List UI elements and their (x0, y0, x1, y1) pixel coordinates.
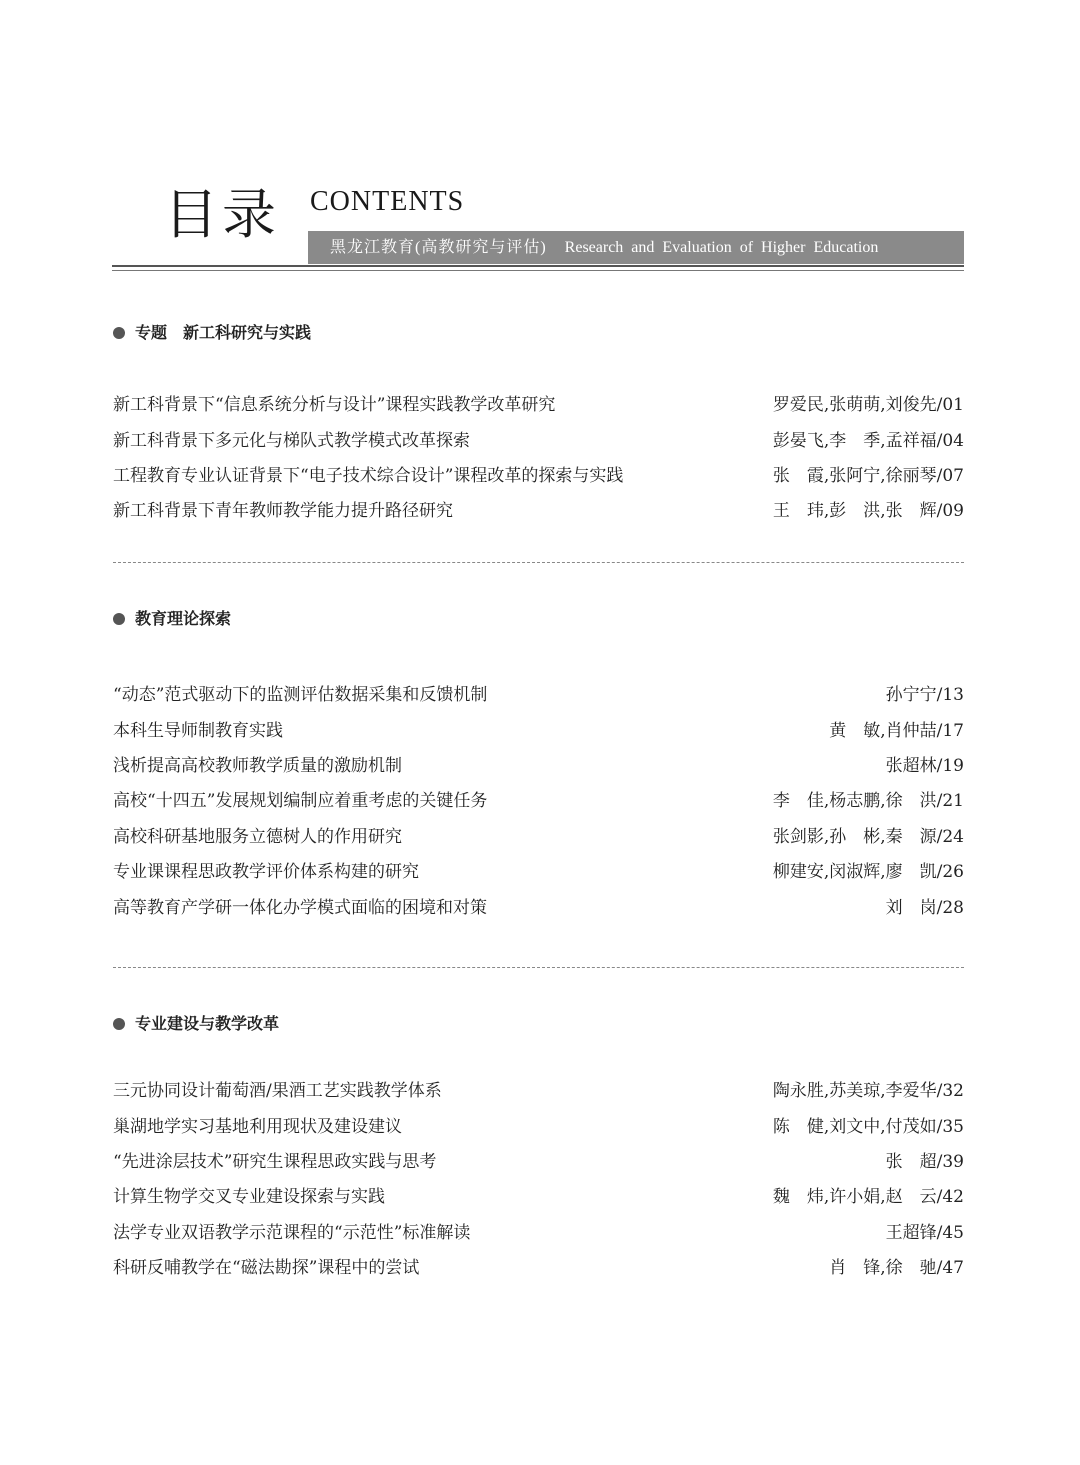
page-title-en: CONTENTS (310, 186, 465, 217)
entry-title: 高校科研基地服务立德树人的作用研究 (113, 826, 402, 847)
journal-name-en: Research and Evaluation of Higher Education (564, 239, 879, 256)
toc-entry[interactable] (113, 1071, 964, 1106)
entry-title: “动态”范式驱动下的监测评估数据采集和反馈机制 (113, 685, 488, 706)
toc-entry[interactable] (113, 710, 964, 745)
toc-entry[interactable] (113, 817, 964, 852)
section-title (113, 1014, 279, 1034)
entry-title: 计算生物学交叉专业建设探索与实践 (113, 1187, 385, 1208)
contents-header (112, 180, 964, 272)
entry-authors-page: 张剑影,孙 彬,秦 源/24 (772, 826, 964, 847)
toc-entry[interactable] (113, 1213, 964, 1248)
section-divider (113, 967, 964, 968)
toc-entry[interactable] (113, 420, 964, 455)
entry-title: 法学专业双语教学示范课程的“示范性”标准解读 (113, 1222, 471, 1243)
section-entries (113, 675, 964, 923)
toc-entry[interactable] (113, 491, 964, 526)
toc-entry[interactable] (113, 781, 964, 816)
toc-entry[interactable] (113, 675, 964, 710)
journal-name-cn: 黑龙江教育(高教研究与评估) (330, 239, 547, 256)
section-entries (113, 385, 964, 527)
section-title (113, 609, 231, 629)
entry-authors-page: 罗爱民,张萌萌,刘俊先/01 (772, 395, 964, 416)
entry-authors-page: 李 佳,杨志鹏,徐 洪/21 (772, 791, 964, 812)
toc-entry[interactable] (113, 746, 964, 781)
entry-title: 高等教育产学研一体化办学模式面临的困境和对策 (113, 897, 487, 918)
toc-entry[interactable] (113, 1106, 964, 1141)
header-rule-thick (112, 265, 964, 267)
entry-title: 科研反哺教学在“磁法勘探”课程中的尝试 (113, 1258, 420, 1279)
entry-authors-page: 王超锋/45 (885, 1222, 964, 1243)
bullet-icon (113, 1018, 125, 1030)
entry-title: “先进涂层技术”研究生课程思政实践与思考 (113, 1151, 437, 1172)
section-title (113, 323, 311, 343)
toc-entry[interactable] (113, 887, 964, 922)
entry-title: 新工科背景下多元化与梯队式教学模式改革探索 (113, 430, 470, 451)
entry-authors-page: 陶永胜,苏美琼,李爱华/32 (772, 1081, 964, 1102)
entry-title: 巢湖地学实习基地利用现状及建设建议 (113, 1116, 402, 1137)
entry-authors-page: 魏 炜,许小娟,赵 云/42 (772, 1187, 964, 1208)
entry-title: 高校“十四五”发展规划编制应着重考虑的关键任务 (113, 791, 488, 812)
toc-entry[interactable] (113, 385, 964, 420)
entry-authors-page: 黄 敏,肖仲喆/17 (829, 720, 964, 741)
entry-authors-page: 刘 岗/28 (885, 897, 964, 918)
entry-title: 本科生导师制教育实践 (113, 720, 283, 741)
header-rule-thin (112, 270, 964, 271)
entry-title: 专业课课程思政教学评价体系构建的研究 (113, 862, 419, 883)
entry-title: 浅析提高高校教师教学质量的激励机制 (113, 755, 402, 776)
entry-title: 新工科背景下青年教师教学能力提升路径研究 (113, 501, 453, 522)
toc-entry[interactable] (113, 1142, 964, 1177)
entry-authors-page: 张 霞,张阿宁,徐丽琴/07 (772, 465, 964, 486)
section-title-label: 专题 新工科研究与实践 (135, 323, 312, 342)
entry-title: 新工科背景下“信息系统分析与设计”课程实践教学改革研究 (113, 395, 556, 416)
bullet-icon (113, 327, 125, 339)
section-title-label: 教育理论探索 (135, 609, 232, 628)
entry-authors-page: 肖 锋,徐 驰/47 (829, 1258, 964, 1279)
entry-title: 三元协同设计葡萄酒/果酒工艺实践教学体系 (113, 1081, 442, 1102)
toc-entry[interactable] (113, 456, 964, 491)
entry-authors-page: 彭晏飞,李 季,孟祥福/04 (772, 430, 964, 451)
bullet-icon (113, 613, 125, 625)
entry-title: 工程教育专业认证背景下“电子技术综合设计”课程改革的探索与实践 (113, 465, 624, 486)
entry-authors-page: 陈 健,刘文中,付茂如/35 (772, 1116, 964, 1137)
entry-authors-page: 张超林/19 (885, 755, 964, 776)
entry-authors-page: 王 玮,彭 洪,张 辉/09 (772, 501, 964, 522)
entry-authors-page: 张 超/39 (885, 1151, 964, 1172)
section-entries (113, 1071, 964, 1283)
page-title: 目录 (164, 183, 280, 246)
entry-authors-page: 柳建安,闵淑辉,廖 凯/26 (772, 862, 964, 883)
section-title-label: 专业建设与教学改革 (135, 1014, 280, 1033)
toc-entry[interactable] (113, 1248, 964, 1283)
entry-authors-page: 孙宁宁/13 (885, 685, 964, 706)
journal-name-bar (308, 231, 964, 264)
toc-entry[interactable] (113, 1177, 964, 1212)
toc-entry[interactable] (113, 852, 964, 887)
section-divider (113, 562, 964, 563)
